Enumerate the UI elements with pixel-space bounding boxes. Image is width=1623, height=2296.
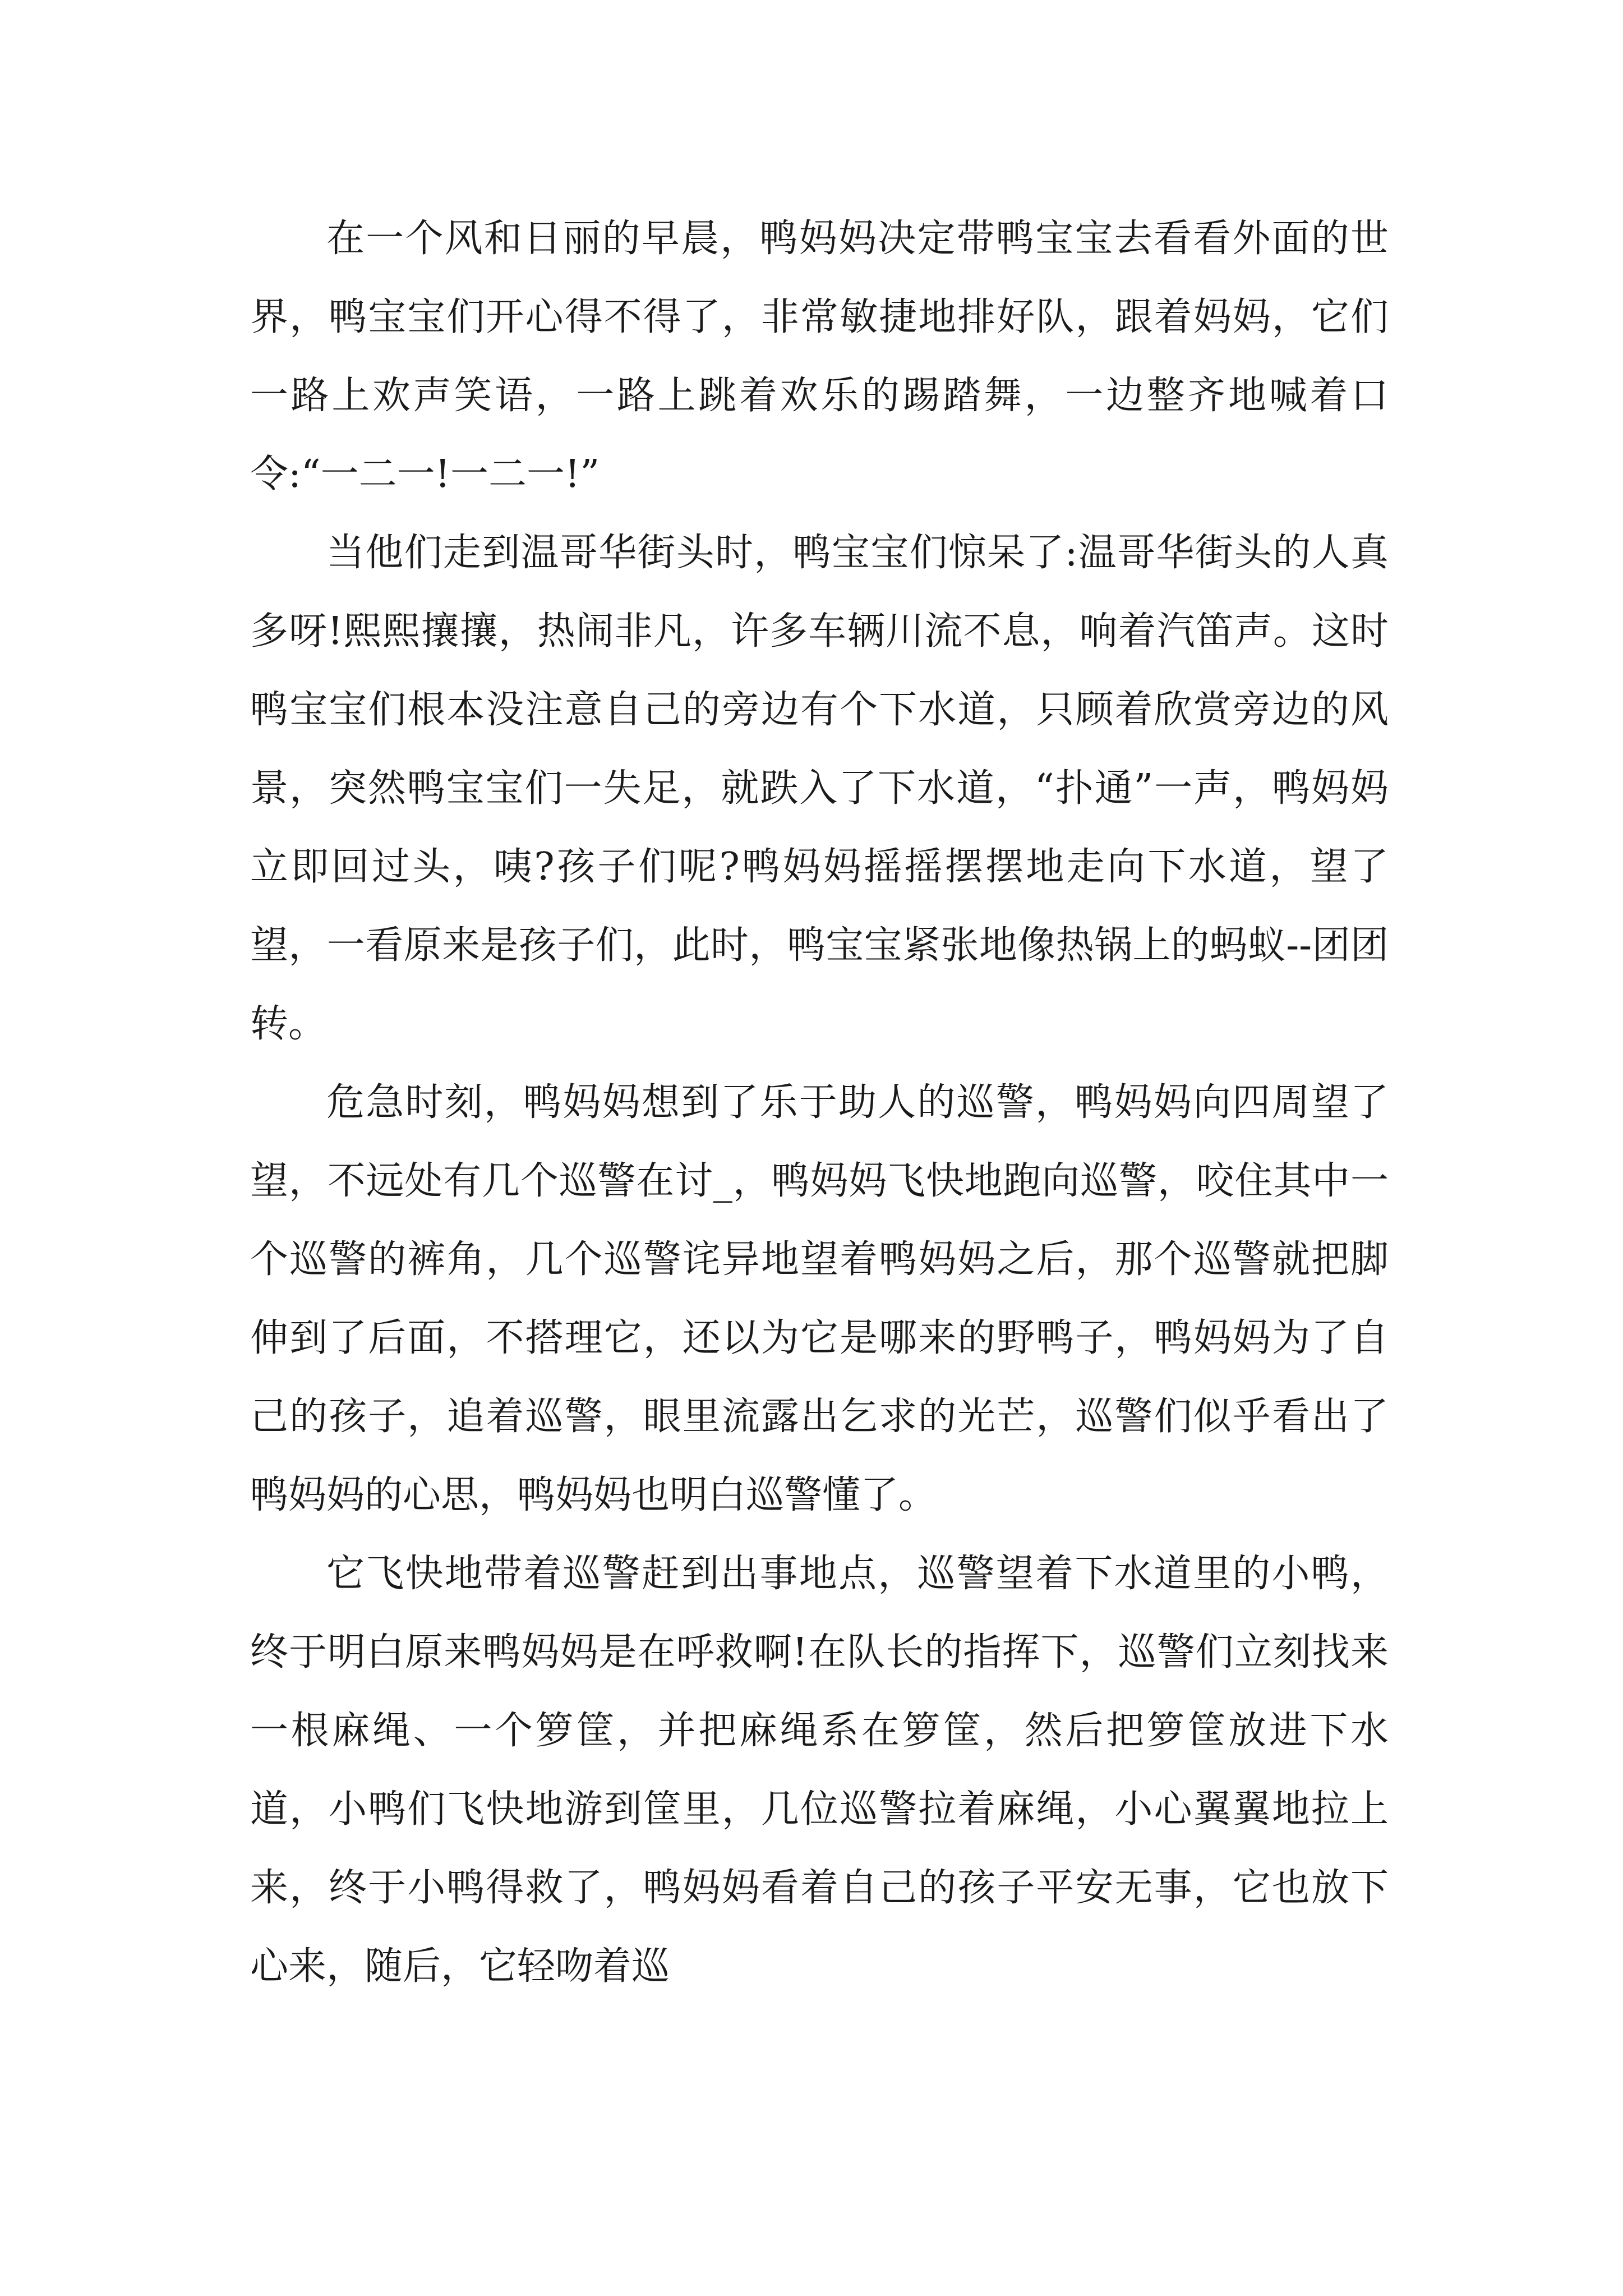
paragraph-2: 当他们走到温哥华街头时，鸭宝宝们惊呆了:温哥华街头的人真多呀!熙熙攘攘，热闹非凡，许多车辆川流不息，响着汽笛声。这时鸭宝宝们根本没注意自己的旁边有个下水道，只顾着欣赏旁边的风景，突然鸭宝宝们一失足，就跌入了下水道，“扑通”一声，鸭妈妈立即回过头，咦?孩子们呢?鸭妈妈摇摇摆摆地走向下水道，望了望，一看原来是孩子们，此时，鸭宝宝紧张地像热锅上的蚂蚁--团团转。 <box>250 531 1389 1046</box>
paragraph-4: 它飞快地带着巡警赶到出事地点，巡警望着下水道里的小鸭，终于明白原来鸭妈妈是在呼救啊!在队长的指挥下，巡警们立刻找来一根麻绳、一个箩筐，并把麻绳系在箩筐，然后把箩筐放进下水道，小鸭们飞快地游到筐里，几位巡警拉着麻绳，小心翼翼地拉上来，终于小鸭得救了，鸭妈妈看着自己的孩子平安无事，它也放下心来，随后，它轻吻着巡 <box>250 1552 1389 1989</box>
paragraph-3: 危急时刻，鸭妈妈想到了乐于助人的巡警，鸭妈妈向四周望了望，不远处有几个巡警在讨_，鸭妈妈飞快地跑向巡警，咬住其中一个巡警的裤角，几个巡警诧异地望着鸭妈妈之后，那个巡警就把脚伸到了后面，不搭理它，还以为它是哪来的野鸭子，鸭妈妈为了自己的孩子，追着巡警，眼里流露出乞求的光芒，巡警们似乎看出了鸭妈妈的心思，鸭妈妈也明白巡警懂了。 <box>250 1080 1389 1517</box>
paragraph-1: 在一个风和日丽的早晨，鸭妈妈决定带鸭宝宝去看看外面的世界，鸭宝宝们开心得不得了，非常敏捷地排好队，跟着妈妈，它们一路上欢声笑语，一路上跳着欢乐的踢踏舞，一边整齐地喊着口令:“一二一!一二一!” <box>250 217 1389 496</box>
body-text <box>250 200 1389 2006</box>
